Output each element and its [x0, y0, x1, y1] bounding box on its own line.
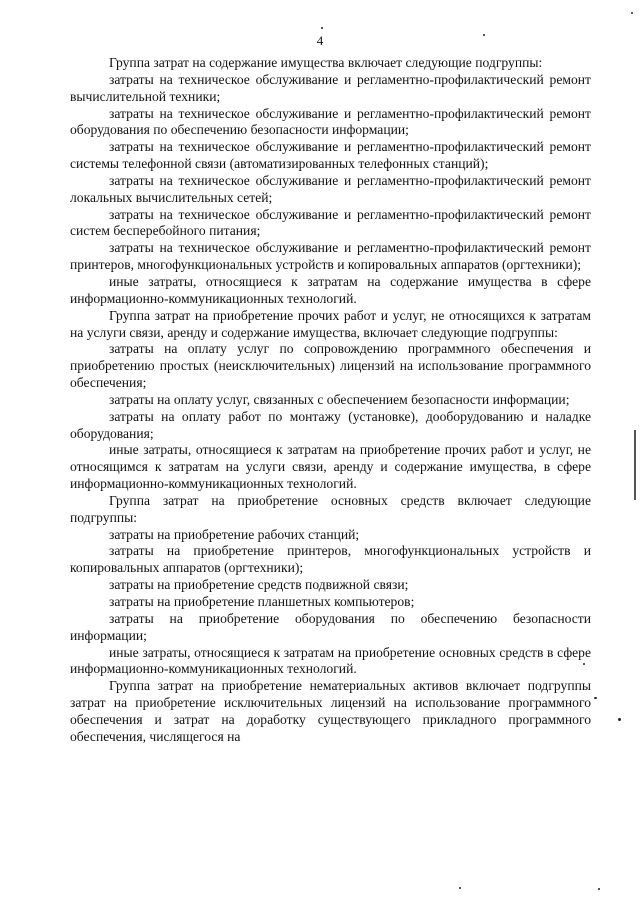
paragraph: затраты на техническое обслуживание и регламентно-профилактический ремонт системы телефонной связи (автоматизированных телефонных станций); — [70, 139, 591, 172]
scan-edge-mark — [634, 430, 636, 500]
paragraph: иные затраты, относящиеся к затратам на приобретение прочих работ и услуг, не относящимся к затратам на услуги связи, аренду и содержание имущества, в сфере информационно-коммуникационных технологий. — [70, 442, 591, 492]
paragraph: затраты на приобретение рабочих станций; — [109, 526, 360, 542]
scan-speck — [598, 888, 600, 890]
paragraph: Группа затрат на приобретение нематериальных активов включает подгруппы затрат на приобретение исключительных лицензий на использование программного обеспечения и затрат на доработку существующего прикладного программного обеспечения, числящегося на — [70, 678, 591, 744]
paragraph: затраты на техническое обслуживание и регламентно-профилактический ремонт принтеров, многофункциональных устройств и копировальных аппаратов (оргтехники); — [70, 240, 591, 273]
scan-speck — [618, 718, 621, 721]
scan-speck — [483, 34, 485, 36]
document-body — [70, 55, 591, 746]
paragraph: затраты на техническое обслуживание и регламентно-профилактический ремонт систем бесперебойного питания; — [70, 206, 591, 239]
scan-speck — [459, 887, 461, 889]
paragraph: иные затраты, относящиеся к затратам на приобретение основных средств в сфере информационно-коммуникационных технологий. — [70, 644, 591, 677]
paragraph: затраты на приобретение средств подвижной связи; — [109, 577, 409, 593]
paragraph: затраты на техническое обслуживание и регламентно-профилактический ремонт локальных вычислительных сетей; — [70, 172, 591, 205]
paragraph: Группа затрат на приобретение прочих работ и услуг, не относящихся к затратам на услуги связи, аренду и содержание имущества, включает следующие подгруппы: — [70, 307, 591, 340]
paragraph: затраты на оплату услуг, связанных с обеспечением безопасности информации; — [109, 391, 570, 407]
paragraph: затраты на приобретение принтеров, многофункциональных устройств и копировальных аппаратов (оргтехники); — [70, 543, 591, 576]
paragraph: затраты на оплату работ по монтажу (установке), дооборудованию и наладке оборудования; — [70, 408, 591, 441]
scan-speck — [321, 27, 323, 29]
paragraph: затраты на техническое обслуживание и регламентно-профилактический ремонт вычислительной техники; — [70, 71, 591, 104]
page-number: 4 — [316, 33, 324, 48]
scan-speck — [631, 12, 633, 14]
scan-speck — [594, 697, 597, 699]
paragraph: затраты на техническое обслуживание и регламентно-профилактический ремонт оборудования по обеспечению безопасности информации; — [70, 105, 591, 138]
scan-speck — [583, 663, 585, 665]
paragraph: иные затраты, относящиеся к затратам на содержание имущества в сфере информационно-коммуникационных технологий. — [70, 273, 591, 306]
paragraph: затраты на оплату услуг по сопровождению программного обеспечения и приобретению простых (неисключительных) лицензий на использование программного обеспечения; — [70, 341, 591, 391]
paragraph: затраты на приобретение планшетных компьютеров; — [109, 594, 415, 609]
paragraph: Группа затрат на приобретение основных средств включает следующие подгруппы: — [70, 492, 591, 525]
paragraph: затраты на приобретение оборудования по обеспечению безопасности информации; — [70, 610, 591, 643]
paragraph: Группа затрат на содержание имущества включает следующие подгруппы: — [109, 55, 543, 70]
